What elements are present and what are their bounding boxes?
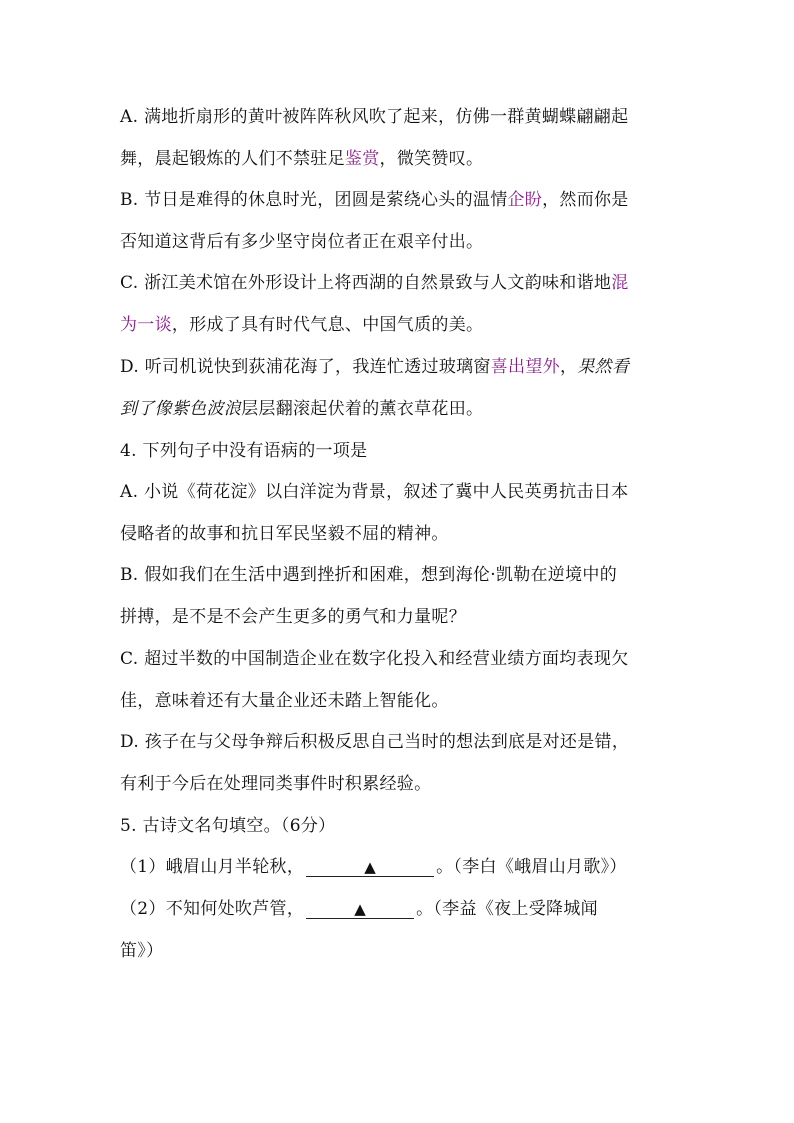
q4-option-b-line2 [120, 606, 680, 628]
italic-text: 到了像紫色波浪 [120, 399, 242, 419]
text: A. 满地折扇形的黄叶被阵阵秋风吹了起来，仿佛一群黄蝴蝶翩翩起 [120, 107, 629, 127]
text: B. 节日是难得的休息时光，团圆是萦绕心头的温情 [120, 190, 508, 210]
text: ，形成了具有时代气息、中国气质的美。 [171, 315, 484, 335]
answer-blank-1[interactable] [306, 858, 434, 877]
q4-option-c-line1 [120, 648, 680, 670]
q3-option-b-line2 [120, 231, 680, 253]
text: C. 超过半数的中国制造企业在数字化投入和经营业绩方面均表现欠 [120, 649, 629, 669]
text: 。（李白《峨眉山月歌》） [436, 857, 627, 877]
text: ， [559, 357, 578, 377]
q5-item-1 [120, 856, 680, 878]
highlighted-word: 混 [611, 273, 629, 293]
text: （1）峨眉山月半轮秋， [120, 857, 305, 877]
text: 拼搏，是不是不会产生更多的勇气和力量呢？ [120, 607, 466, 627]
highlighted-word: 鉴赏 [344, 149, 380, 169]
highlighted-word: 企盼 [507, 190, 543, 210]
text: （2）不知何处吹芦管， [120, 899, 305, 919]
italic-text: 果然看 [577, 357, 630, 377]
text: 侵略者的故事和抗日军民坚毅不屈的精神。 [120, 524, 449, 544]
text: 笛》） [120, 941, 164, 961]
text: D. 孩子在与父母争辩后积极反思自己当时的想法到底是对还是错， [120, 732, 630, 752]
text: 5. 古诗文名句填空。（6分） [120, 816, 336, 836]
q3-option-c-line2 [120, 314, 680, 336]
highlighted-word: 喜出望外 [490, 357, 560, 377]
triangle-mark-icon: ▲ [354, 900, 367, 918]
q4-option-b-line1 [120, 564, 680, 586]
q3-option-b-line1 [120, 189, 680, 211]
text: B. 假如我们在生活中遇到挫折和困难，想到海伦·凯勒在逆境中的 [120, 565, 618, 585]
triangle-mark-icon: ▲ [364, 858, 377, 876]
text: A. 小说《荷花淀》以白洋淀为背景，叙述了冀中人民英勇抗击日本 [120, 482, 629, 502]
q3-option-d-line2 [120, 398, 680, 420]
q4-option-a-line1 [120, 481, 680, 503]
q4-option-c-line2 [120, 690, 680, 712]
text: D. 听司机说快到荻浦花海了，我连忙透过玻璃窗 [120, 357, 491, 377]
q3-option-a-line2 [120, 148, 680, 170]
q3-option-c-line1 [120, 272, 680, 294]
q5-title [120, 815, 680, 837]
q3-option-d-line1 [120, 356, 680, 378]
highlighted-word: 为一谈 [120, 315, 172, 335]
q5-item-2-continued [120, 940, 680, 962]
q4-option-d-line2 [120, 773, 680, 795]
text: 否知道这背后有多少坚守岗位者正在艰辛付出。 [120, 232, 484, 252]
q3-option-a-line1 [120, 106, 680, 128]
text: 。（李益《夜上受降城闻 [416, 899, 598, 919]
text: 舞，晨起锻炼的人们不禁驻足 [120, 149, 345, 169]
q5-item-2 [120, 898, 680, 920]
text: 4. 下列句子中没有语病的一项是 [120, 441, 368, 461]
q4-option-a-line2 [120, 523, 680, 545]
text: ，微笑赞叹。 [379, 149, 484, 169]
text: 佳，意味着还有大量企业还未踏上智能化。 [120, 691, 449, 711]
q4-title [120, 440, 680, 462]
text: 层层翻滚起伏着的薰衣草花田。 [241, 399, 484, 419]
text: ，然而你是 [542, 190, 629, 210]
q4-option-d-line1 [120, 731, 680, 753]
text: C. 浙江美术馆在外形设计上将西湖的自然景致与人文韵味和谐地 [120, 273, 612, 293]
answer-blank-2[interactable] [306, 900, 414, 919]
text: 有利于今后在处理同类事件时积累经验。 [120, 774, 432, 794]
